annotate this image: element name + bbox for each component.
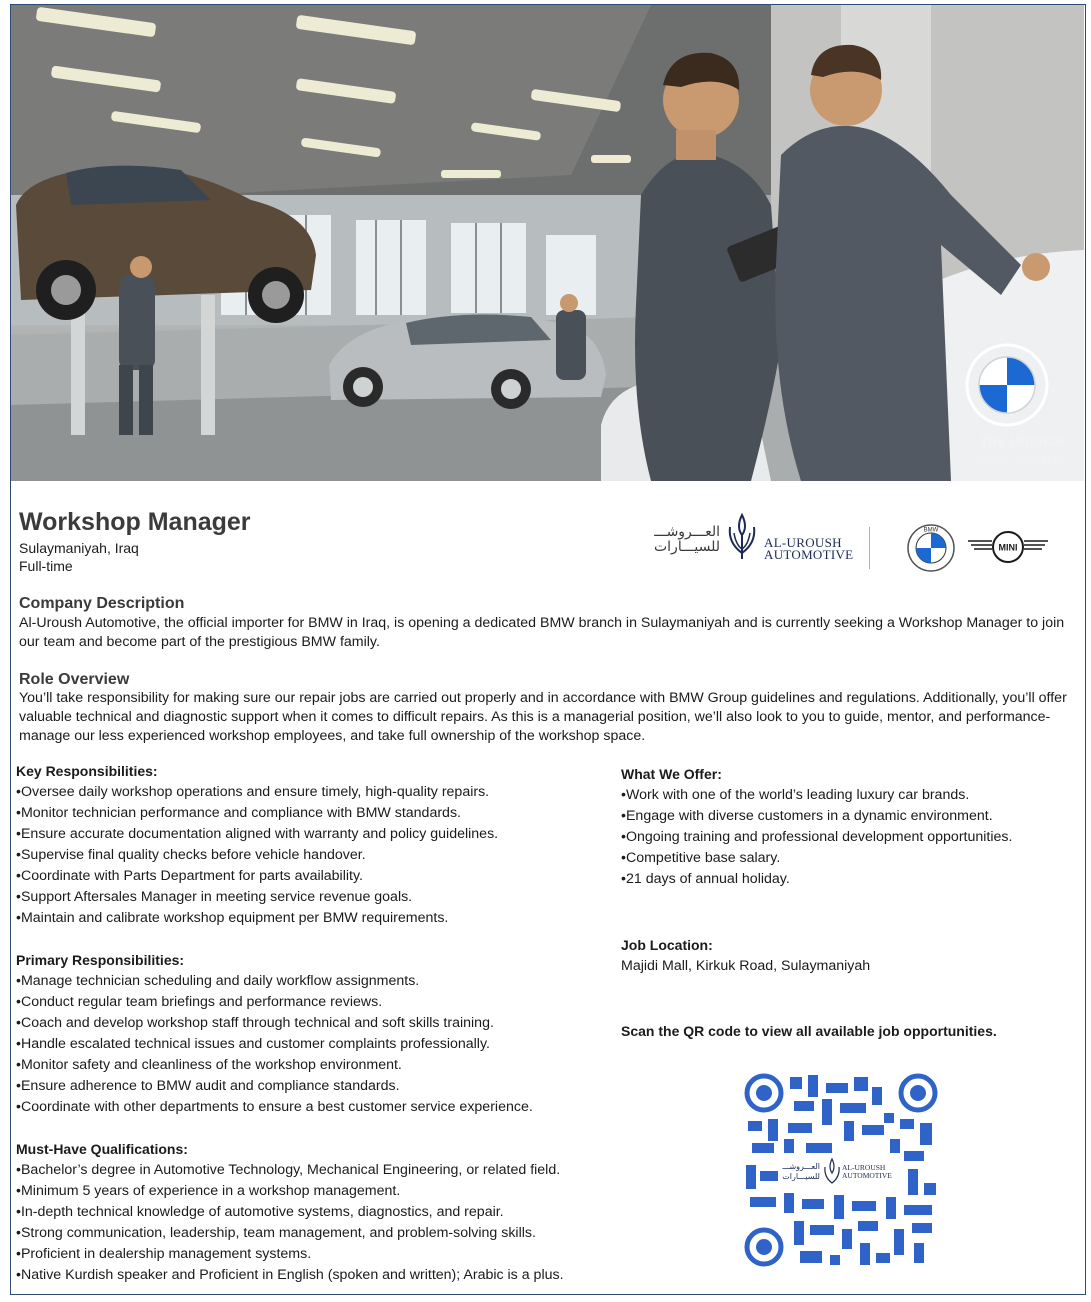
tagline-line2: Driving Machine [968, 450, 1069, 466]
list-item: • Monitor technician performance and compliance with BMW standards. [16, 803, 616, 824]
list-item: • Supervise final quality checks before vehicle handover. [16, 845, 616, 866]
role-overview-heading: Role Overview [19, 671, 130, 688]
list-item: • Monitor safety and cleanliness of the workshop environment. [16, 1055, 616, 1076]
mini-logo-icon [966, 529, 1050, 565]
job-type: Full-time [19, 558, 73, 574]
list-item: • Native Kurdish speaker and Proficient in English (spoken and written); Arabic is a plus. [16, 1265, 616, 1286]
list-item: • Oversee daily workshop operations and ensure timely, high-quality repairs. [16, 782, 616, 803]
scan-qr-instruction: Scan the QR code to view all available job opportunities. [621, 1023, 997, 1039]
list-item: • Strong communication, leadership, team management, and problem-solving skills. [16, 1223, 616, 1244]
svg-text:AL-UROUSH: AL-UROUSH [842, 1163, 886, 1172]
list-item: • Ensure accurate documentation aligned with warranty and policy guidelines. [16, 824, 616, 845]
bmw-logo-icon [906, 523, 956, 573]
list-item: • Work with one of the world’s leading luxury car brands. [621, 785, 1081, 806]
list-item: • Coordinate with other departments to ensure a best customer service experience. [16, 1097, 616, 1118]
list-item: • Maintain and calibrate workshop equipment per BMW requirements. [16, 908, 616, 929]
list-item: • Support Aftersales Manager in meeting service revenue goals. [16, 887, 616, 908]
al-uroush-wordmark: AL-UROUSH AUTOMOTIVE [764, 535, 854, 562]
list-item: • Ensure adherence to BMW audit and compliance standards. [16, 1076, 616, 1097]
company-description-text: Al-Uroush Automotive, the official importer for BMW in Iraq, is opening a dedicated BMW branch in Sulaymaniyah and is currently seeking a Workshop Manager to join our team and become part of the prestigious BMW family. [19, 615, 1065, 650]
role-overview-text: You’ll take responsibility for making sure our repair jobs are carried out properly and in accordance with BMW Group guidelines and regulations. Additionally, you’ll offer valuable technical and diagnostic support when it comes to difficult repairs. As this is a managerial position, we’ll also look to you to guide, mentor, and performance-manage our less experienced workshop employees, and take full ownership of the workshop space. [19, 690, 1067, 744]
svg-text:العـــروشـــ: العـــروشـــ [782, 1162, 820, 1171]
job-location-heading: Job Location: [621, 937, 713, 953]
list-item: • Handle escalated technical issues and customer complaints professionally. [16, 1034, 616, 1055]
list-item: • In-depth technical knowledge of automotive systems, diagnostics, and repair. [16, 1202, 616, 1223]
must-have-qualifications-heading: Must-Have Qualifications: [16, 1141, 188, 1157]
job-location: Sulaymaniyah, Iraq [19, 540, 139, 556]
svg-text:MINI: MINI [998, 542, 1018, 553]
bmw-tagline [959, 433, 1069, 467]
primary-responsibilities-heading: Primary Responsibilities: [16, 952, 185, 968]
key-responsibilities-heading: Key Responsibilities: [16, 763, 158, 779]
list-item: • Conduct regular team briefings and performance reviews. [16, 992, 616, 1013]
hero-image [11, 5, 1084, 481]
svg-text:BMW: BMW [923, 527, 939, 534]
list-item: • Ongoing training and professional development opportunities. [621, 827, 1081, 848]
list-item: • 21 days of annual holiday. [621, 869, 1081, 890]
what-we-offer-heading: What We Offer: [621, 766, 722, 782]
al-uroush-arabic-wordmark: العـــروشـــ للسيـــارات [653, 524, 720, 555]
left-column [16, 761, 616, 1286]
svg-text:للسيـــارات: للسيـــارات [782, 1172, 820, 1181]
job-location-text: Majidi Mall, Kirkuk Road, Sulaymaniyah [621, 958, 871, 974]
job-location-block [621, 935, 1081, 977]
company-description-heading: Company Description [19, 595, 185, 612]
tagline-line1: The Ultimate [978, 433, 1069, 450]
list-item: • Minimum 5 years of experience in a workshop management. [16, 1181, 616, 1202]
list-item: • Competitive base salary. [621, 848, 1081, 869]
bmw-roundel-icon [967, 345, 1047, 425]
brand-logos [636, 505, 1066, 571]
list-item: • Manage technician scheduling and daily workflow assignments. [16, 971, 616, 992]
list-item: • Proficient in dealership management systems. [16, 1244, 616, 1265]
svg-text:AUTOMOTIVE: AUTOMOTIVE [842, 1171, 892, 1180]
list-item: • Coordinate with Parts Department for parts availability. [16, 866, 616, 887]
workshop-scene [11, 5, 1084, 481]
al-uroush-emblem-icon [724, 513, 760, 561]
list-item: • Engage with diverse customers in a dynamic environment. [621, 806, 1081, 827]
list-item: • Coach and develop workshop staff through technical and soft skills training. [16, 1013, 616, 1034]
list-item: • Bachelor’s degree in Automotive Technology, Mechanical Engineering, or related field. [16, 1160, 616, 1181]
right-column [621, 764, 1081, 890]
logo-divider [869, 527, 870, 569]
page-frame [10, 4, 1086, 1295]
qr-code[interactable] [744, 1073, 938, 1267]
job-title: Workshop Manager [19, 508, 251, 536]
